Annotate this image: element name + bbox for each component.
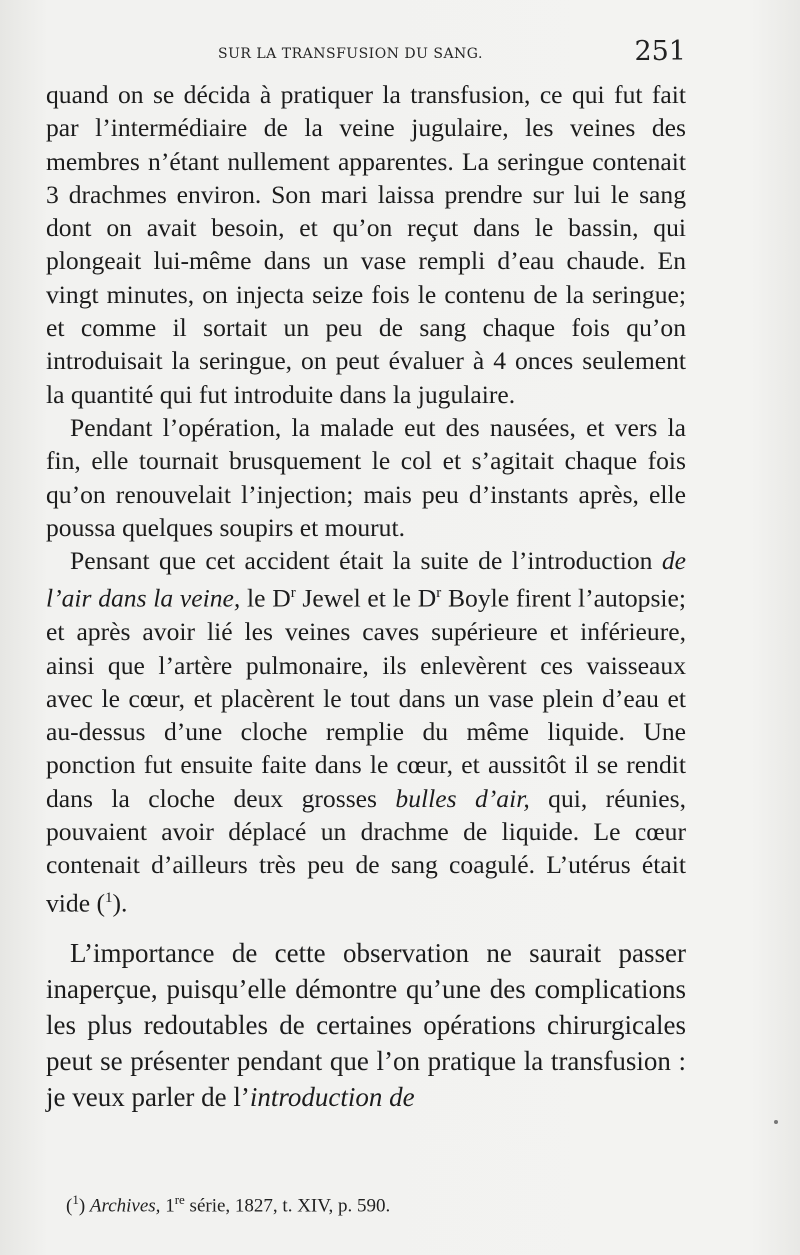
text-segment: Boyle firent l’autopsie; et après avoir lié les veines caves supérieure et inférieure, ainsi que l’artère pulmonaire, ils enlevèrent ces vaisseaux avec le cœur, et placèrent le tout dans un vase plein d’eau et au-dessus d’une cloche remplie du même liquide. Une ponction fut ensuite faite dans le cœur, et aussitôt il se rendit dans la cloche deux grosses [46, 583, 686, 813]
text-segment: ). [112, 888, 128, 918]
footnote-series-sup: re [174, 1192, 185, 1207]
footnote-series-num: 1 [165, 1195, 175, 1217]
text-segment: qui, réunies, pouvaient avoir déplacé un drachme de liquide. Le cœur contenait d’ailleurs très peu de sang coagulé. L’utérus était vide ( [46, 783, 686, 918]
text-segment: Pensant que cet accident était la suite de l’introduction [70, 546, 662, 576]
footnote: ($^1$) Archives, 1re série, 1827, t. XIV, p. 590. [66, 1192, 391, 1217]
footnote-ref: 1 [72, 1192, 79, 1207]
page-header [46, 38, 686, 74]
footnote-rest: série, 1827, t. XIV, p. 590. [184, 1195, 391, 1217]
superscript: 1 [105, 889, 113, 906]
paragraph-1 [46, 78, 686, 411]
italic-text: bulles d’air, [395, 783, 530, 813]
text-segment: le D [240, 583, 291, 613]
italic-text: introduction de [249, 1082, 415, 1113]
italic-text: de l’air dans la veine, [46, 546, 686, 613]
superscript: r [290, 585, 296, 602]
margin-mark [774, 1120, 778, 1124]
paragraph-3 [46, 544, 686, 919]
text-segment: Jewel et le D [295, 583, 437, 613]
text-segment: Pendant l’opération, la malade eut des nausées, et vers la fin, elle tournait brusquement le col et s’agitait chaque fois qu’on renouvelait l’injection; mais peu d’instants après, elle poussa quelques soupirs et mourut. [46, 412, 686, 542]
footnote-title: Archives, [89, 1195, 161, 1217]
text-segment: L’importance de cette observation ne saurait passer inaperçue, puisqu’elle démontre qu’une des complications les plus redoutables de certaines opérations chirurgicales peut se présenter pendant que l’on pratique la transfusion : je veux parler de l’ [46, 938, 686, 1113]
running-title: SUR LA TRANSFUSION DU SANG. [218, 46, 483, 62]
paragraph-2 [46, 411, 686, 544]
page-number: 251 [634, 36, 686, 67]
text-segment: quand on se décida à pratiquer la transfusion, ce qui fut fait par l’intermédiaire de la veine jugulaire, les veines des membres n’étant nullement apparentes. La seringue contenait 3 drachmes environ. Son mari laissa prendre sur lui le sang dont on avait besoin, et qu’on reçut dans le bassin, qui plongeait lui-même dans un vase rempli d’eau chaude. En vingt minutes, on injecta seize fois le contenu de la seringue; et comme il sortait un peu de sang chaque fois qu’on introduisait la seringue, on peut évaluer à 4 onces seulement la quantité qui fut introduite dans la jugulaire. [46, 80, 686, 409]
body-text [46, 78, 686, 1115]
superscript: r [436, 585, 442, 602]
paragraph-4 [46, 935, 686, 1115]
